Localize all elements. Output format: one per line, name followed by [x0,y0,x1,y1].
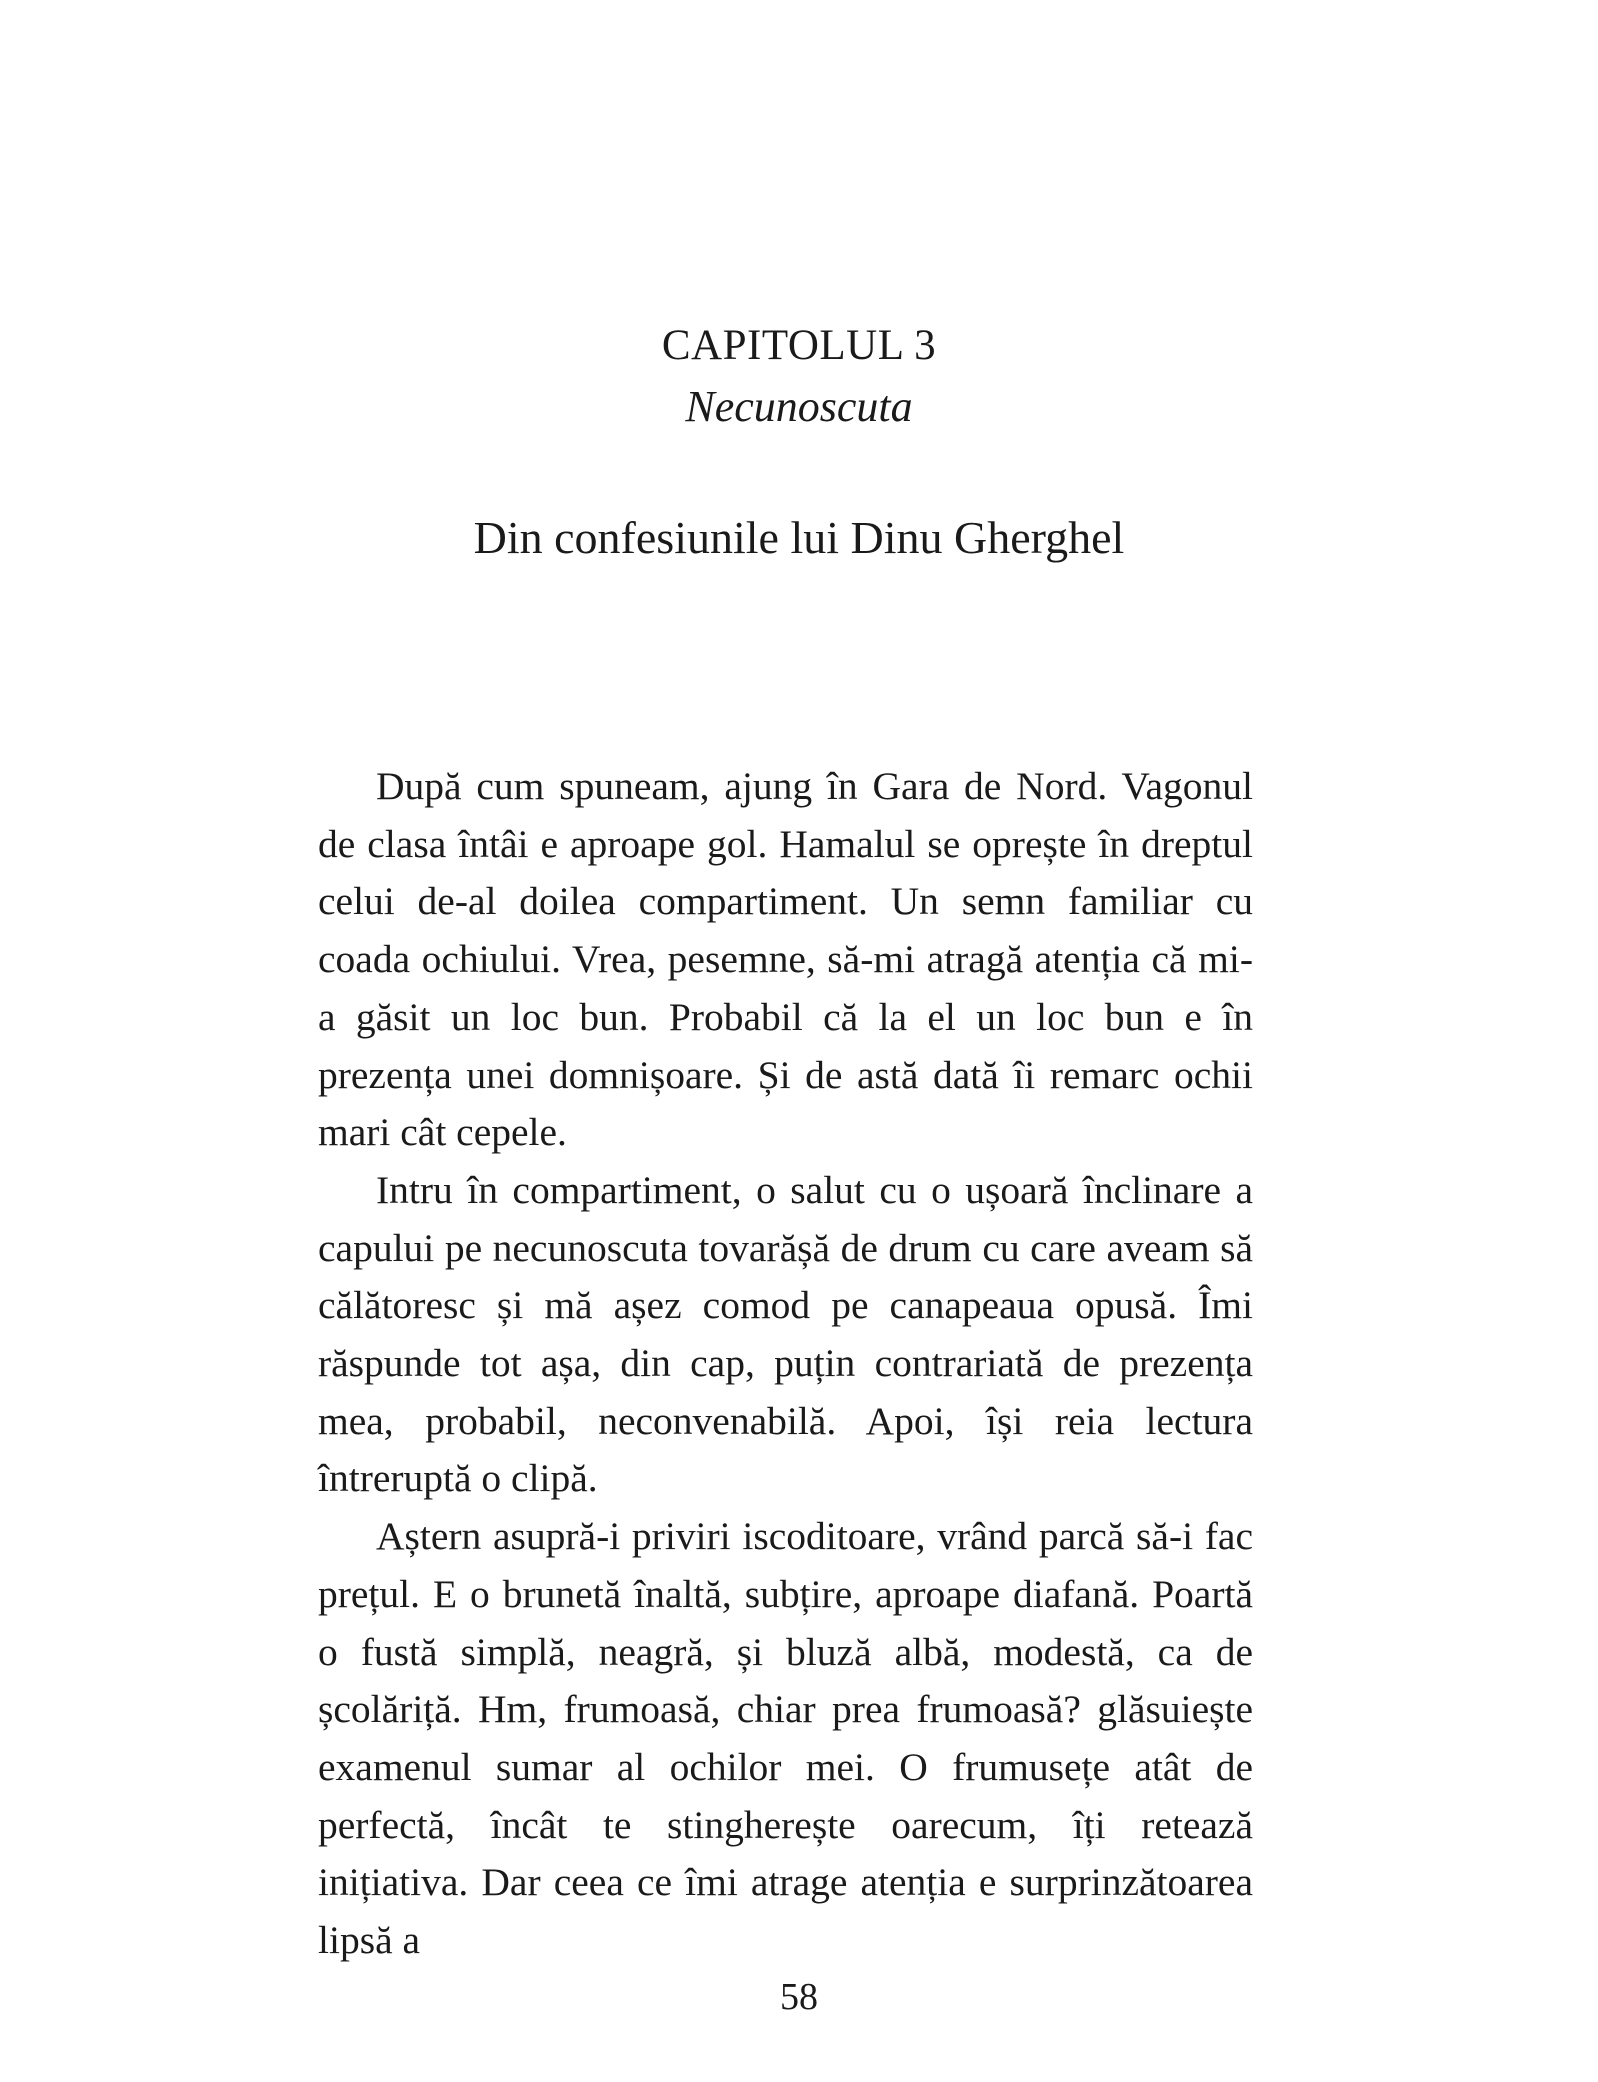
paragraph: Intru în compartiment, o salut cu o ușoară înclinare a capului pe necunoscuta tovarășă de drum cu care aveam să călătoresc și mă așez comod pe canapeaua opusă. Îmi răspunde tot așa, din cap, puțin contrariată de prezența mea, probabil, neconvenabilă. Apoi, își reia lectura întreruptă o clipă. [318,1167,1253,1501]
chapter-heading: CAPITOLUL 3 [661,322,937,369]
page-number: 58 [780,1976,818,2018]
chapter-subtitle: Din confesiunile lui Dinu Gherghel [473,512,1125,563]
chapter-title: Necunoscuta [685,382,913,431]
paragraph: Aștern asupră-i priviri iscoditoare, vrând parcă să-i fac prețul. E o brunetă înaltă, subțire, aproape diafană. Poartă o fustă simplă, neagră, și bluză albă, modestă, ca de școlăriță. Hm, frumoasă, chiar prea frumoasă? glăsuiește examenul sumar al ochilor mei. O frumusețe atât de perfectă, încât te stingherește oarecum, îți retează inițiativa. Dar ceea ce îmi atrage atenția e surprinzătoarea lipsă a [318,1514,1253,1963]
paragraph: După cum spuneam, ajung în Gara de Nord. Vagonul de clasa întâi e aproape gol. Hamalul se oprește în dreptul celui de-al doilea compartiment. Un semn familiar cu coada ochiului. Vrea, pesemne, să-mi atragă atenția că mi-a găsit un loc bun. Probabil că la el un loc bun e în prezența unei domnișoare. Și de astă dată îi remarc ochii mari cât cepele. [318,764,1253,1155]
body-text [318,758,1253,1970]
